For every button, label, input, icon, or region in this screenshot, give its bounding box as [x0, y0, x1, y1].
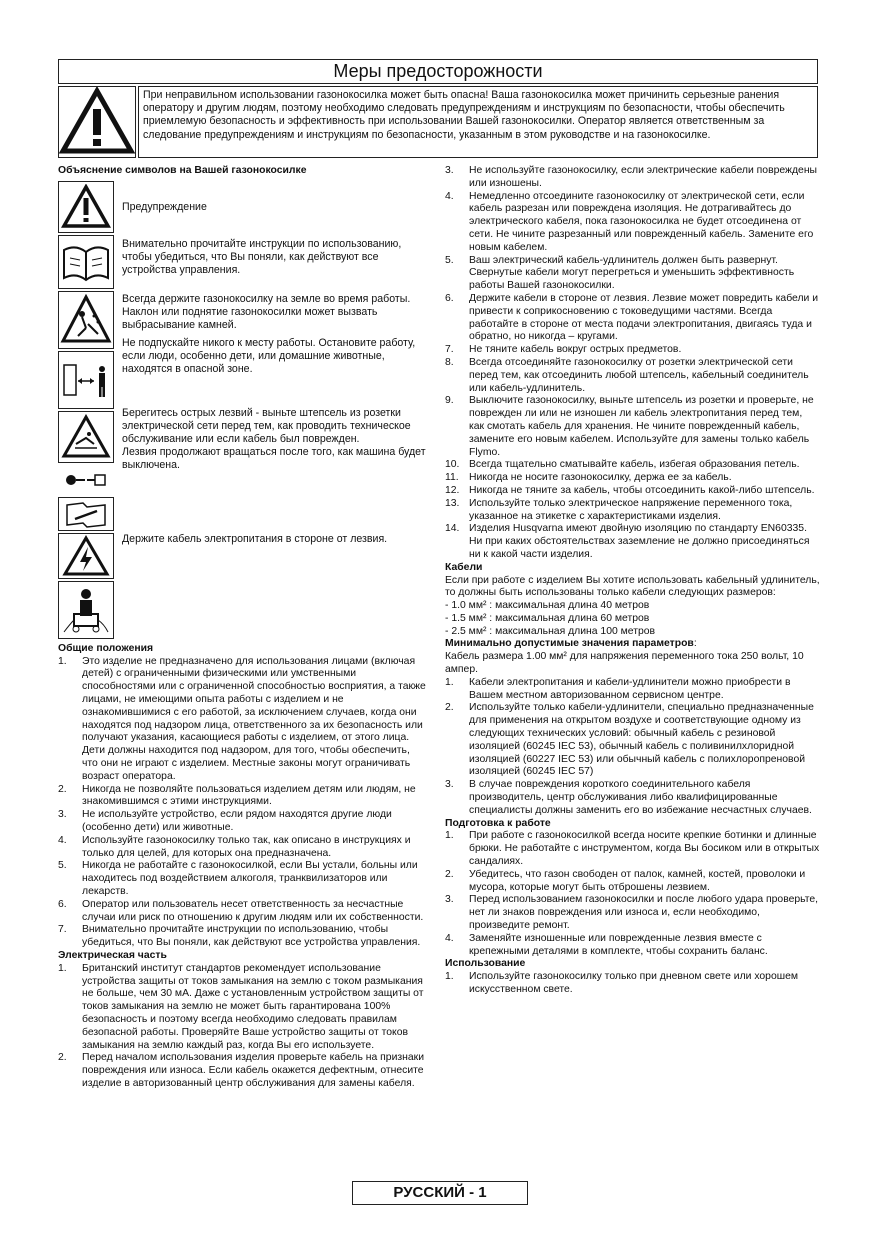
min-params-heading: Минимально допустимые значения параметров [445, 638, 694, 650]
electrical-list-part1 [58, 963, 428, 1091]
book-icon [58, 235, 114, 289]
general-list [58, 656, 428, 950]
list-item: 2. Никогда не позволяйте пользоваться изделием детям или людям, не знакомившимся с этими инструкциями. [58, 783, 416, 808]
blade-hazard-icon [58, 411, 114, 463]
symbol-row-away [58, 336, 428, 411]
symbol-warning-text: Предупреждение [122, 200, 207, 213]
list-item: 8. Всегда отсоединяйте газонокосилку от розетки электрической сети перед тем, как отсоединить любой штепсель, кабельный соединитель или кабель-удлинитель. [445, 356, 809, 394]
right-column: 3. Не используйте газонокосилку, если электрические кабели повреждены или изношены. 4. Немедленно отсоедините газонокосилку от электрической сети, если кабель разрезан или повреждена изоляция. Не дотрагивайтесь до электрического кабеля, пока газонокосилка не будет отсоединена от сети. Не чините разрезанный или поврежденный кабель. Замените его новым кабелем. 5. Ваш электрический кабель-удлинитель должен быть развернут. Свернутые кабели могут перегреться и уменьшить эффективность работы Вашей газонокосилки. 6. Держите кабели в стороне от лезвия. Лезвие может повредить кабели и привести к соприкосновению с токоведущими частями. Всегда работайте в стороне от места подачи электропитания, двигаясь туда и обратно, но никогда – кругами. 7. Не тяните кабель вокруг острых предметов. 8. Всегда отсоединяйте газонокосилку от розетки электрической сети перед тем, как отсоединить любой штепсель, кабельный соединитель или кабель-удлинитель. 9. Выключите газонокосилку, выньте штепсель из розетки и проверьте, не поврежден ли или не изношен ли кабель электропитания перед тем, как смотать кабель для хранения. Не чините поврежденный кабель, замените его новым кабелем. Используйте для замены только кабель Flymo. 10. Всегда тщательно сматывайте кабель, избегая образования петель. 11. Никогда не носите газонокосилку, держа ее за кабель. 12. Никогда не тяните за кабель, чтобы отсоединить какой-либо штепсель. 13. Используйте только электрическое напряжение переменного тока, указанное на этикетке с характеристиками изделия. 14. Изделия Husqvarna имеют двойную изоляцию по стандарту EN60335. Ни при каких обстоятельствах заземление не должно присоединяться ни к какой части изделия. Кабели Если при работе с изделием Вы хотите использовать кабельный удлинитель, то должны быть использованы только кабели следующих размеров: - 1.0 мм² : максимальная длина 40 метров - 1.5 мм² : максимальная длина 60 метров - 2.5 мм² : максимальная длина 100 метров Минимально допустимые значения параметров: Кабель размера 1.00 мм² для напряжения переменного тока 250 вольт, 10 ампер. 1. Кабели электропитания и кабели-удлинители можно приобрести в Вашем местном авторизованном сервисном центре. 2. Используйте только кабели-удлинители, специально предназначенные для применения на открытом воздухе и соответствующие одному из следующих технических условий: обычный кабель с резиновой изоляцией (60245 IEC 53), обычный кабель с поливинилхлоридной изоляцией (60227 IEC 53) или обычный кабель с полихлоропреновой изоляцией (60245 IEC 57) 3. В случае повреждения короткого соединительного кабеля производитель, центр обслуживания либо квалифицированные специалисты должны заменить его во избежание несчастных случаев. Подготовка к работе 1. При работе с газонокосилкой всегда носите крепкие ботинки и длинные брюки. Не работайте с инструментом, когда Вы босиком или в открытых сандалиях. 2. Убедитесь, что газон свободен от палок, камней, костей, проволоки и мусора, которые могут быть отброшены лезвием. 3. Перед использованием газонокосилки и после любого удара проверьте, нет ли знаков повреждения или износа и, если необходимо, произведите ремонт. 4. Заменяйте изношенные или поврежденные лезвия вместе с крепежными деталями в комплекте, чтобы сохранить баланс. Использование 1. Используйте газонокосилку только при дневном свете или хорошем искусственном свете. [445, 165, 820, 995]
list-item: 1. Используйте газонокосилку только при дневном свете или хорошем искусственном свете. [445, 971, 798, 995]
list-item: 4. Немедленно отсоедините газонокосилку от электрической сети, если кабель разрезан или повреждена изоляция. Не дотрагивайтесь до электрического кабеля, пока газонокосилка не будет отсоединена от сети. Не чините разрезанный или поврежденный кабель. Замените его новым кабелем. [445, 190, 814, 253]
list-item: 10. Всегда тщательно сматывайте кабель, избегая образования петель. [445, 459, 800, 471]
list-item: 5. Никогда не работайте с газонокосилкой, если Вы устали, больны или находитесь под воздействием алкоголя, транквилизаторов или лекарств. [58, 860, 418, 897]
list-item: 12. Никогда не тяните за кабель, чтобы отсоединить какой-либо штепсель. [445, 484, 815, 496]
cable-size-1: - 1.0 мм² : максимальная длина 40 метров [445, 600, 650, 612]
symbol-manual-text: Внимательно прочитайте инструкции по использованию, чтобы убедиться, что Вы поняли, как действуют все устройства управления. [122, 237, 402, 276]
min-params-text: Кабель размера 1.00 мм² для напряжения переменного тока 250 вольт, 10 ампер. [445, 651, 804, 676]
symbol-away-text: Не подпускайте никого к месту работы. Остановите работу, если люди, особенно дети, или домашние животные, находятся в опасной зоне. [122, 336, 416, 375]
warning-triangle-icon [58, 86, 136, 158]
symbol-cable-text: Держите кабель электропитания в стороне от лезвия. [122, 532, 388, 545]
symbol-row-manual [58, 235, 428, 291]
cables-list [445, 677, 820, 818]
list-item: 1. Это изделие не предназначено для использования лицами (включая детей) с ограниченными физическими или умственными способностями или с ограниченной способностью восприятия, а также лицами, не имеющими опыта работы с изделием и не ознакомившимися с его работой, за исключением случаев, когда они находятся под надзором лица, ответственного за их безопасность или получают указания, касающиеся работы с изделием, от этого лица. Дети должны находится под надзором, для того, чтобы обеспечить, что они не играют с изделием. Местные законы могут ограничивать возраст оператора. [58, 655, 426, 782]
list-item: 4. Используйте газонокосилку только так, как описано в инструкциях и только для целей, для которых она предназначена. [58, 834, 411, 859]
intro-warning-text: При неправильном использовании газонокосилка может быть опасна! Ваша газонокосилка может причинить серьезные ранения оператору и другим людям, поэтому необходимо следовать предупреждениям и инструкциям по безопасности, чтобы обеспечить приемлемую безопасность и эффективность при использовании Вашей газонокосилки. Оператор является ответственным за следование предупреждениям и инструкциям по безопасности, указанным в этом руководстве и на газонокосилке. [138, 86, 818, 158]
symbol-row-blades [58, 406, 428, 533]
list-item: 3. Не используйте устройство, если рядом находятся другие люди (особенно дети) или животные. [58, 809, 392, 833]
list-item: 9. Выключите газонокосилку, выньте штепсель из розетки и проверьте, не поврежден ли или не изношен ли кабель электропитания перед тем, как смотать кабель для хранения. Не чините поврежденный кабель, замените его новым кабелем. Используйте для замены только кабель Flymo. [445, 395, 814, 458]
list-item: 13. Используйте только электрическое напряжение переменного тока, указанное на этикетке с характеристиками изделия. [445, 497, 793, 522]
symbol-rotate-text: Лезвия продолжают вращаться после того, как машина будет выключена. [122, 445, 426, 471]
list-item: 11. Никогда не носите газонокосилку, держа ее за кабель. [445, 472, 732, 484]
list-item: 6. Оператор или пользователь несет ответственность за несчастные случаи или риск по отношению к другим людям или их собственности. [58, 898, 424, 923]
electrical-list-part2 [445, 165, 820, 562]
list-item: 2. Используйте только кабели-удлинители, специально предназначенные для применения на открытом воздухе и соответствующие одному из следующих технических условий: обычный кабель с резиновой изоляцией (60245 IEC 53), обычный кабель с поливинилхлоридной изоляцией (60227 IEC 53) или обычный кабель с полихлоропреновой изоляцией (60245 IEC 57) [445, 702, 814, 778]
usage-heading: Использование [445, 958, 526, 970]
list-item: 3. В случае повреждения короткого соединительного кабеля производитель, центр обслуживания либо квалифицированные специалисты должны заменить его во избежание несчастных случаев. [445, 779, 812, 816]
list-item: 3. Перед использованием газонокосилки и после любого удара проверьте, нет ли знаков повреждения или износа и, если необходимо, произведите ремонт. [445, 894, 819, 932]
cable-size-2: - 1.5 мм² : максимальная длина 60 метров [445, 612, 650, 624]
list-item: 3. Не используйте газонокосилку, если электрические кабели повреждены или изношены. [445, 165, 818, 189]
warning-icon [58, 181, 114, 233]
list-item: 1. Кабели электропитания и кабели-удлинители можно приобрести в Вашем местном авторизованном сервисном центре. [445, 676, 791, 701]
list-item: 6. Держите кабели в стороне от лезвия. Лезвие может повредить кабели и привести к соприкосновению с токоведущими частями. Всегда работайте в стороне от места подачи электропитания, двигаясь туда и обратно, но никогда – кругами. [445, 292, 819, 343]
cable-size-3: - 2.5 мм² : максимальная длина 100 метров [445, 625, 656, 637]
symbol-row-cable [58, 533, 428, 641]
unplug-icon [58, 465, 114, 495]
symbol-ground-text: Всегда держите газонокосилку на земле во время работы. Наклон или поднятие газонокосилки может вызвать выбрасывание камней. [122, 292, 411, 331]
list-item: 2. Убедитесь, что газон свободен от палок, камней, костей, проволоки и мусора, которые могут быть отброшены лезвием. [445, 868, 806, 893]
electrical-heading: Электрическая часть [58, 949, 167, 961]
thrown-objects-icon [58, 291, 114, 349]
preparation-heading: Подготовка к работе [445, 817, 551, 829]
page-title: Меры предосторожности [58, 59, 818, 84]
maintenance-manual-icon [58, 497, 114, 531]
list-item: 14. Изделия Husqvarna имеют двойную изоляцию по стандарту EN60335. Ни при каких обстоятельствах заземление не должно присоединяться ни к какой части изделия. [445, 523, 810, 560]
cables-heading: Кабели [445, 561, 483, 573]
preparation-list [445, 830, 820, 958]
electric-shock-icon [58, 533, 114, 579]
keep-distance-icon [58, 351, 114, 409]
general-heading: Общие положения [58, 642, 154, 654]
symbols-heading: Объяснение символов на Вашей газонокосилке [58, 165, 307, 176]
left-column [58, 165, 428, 1091]
cables-intro: Если при работе с изделием Вы хотите использовать кабельный удлинитель, то должны быть использованы только кабели следующих размеров: [445, 574, 820, 599]
list-item: 1. Британский институт стандартов рекомендует использование устройства защиты от токов замыкания на землю с током размыкания не больше, чем 30 мА. Даже с установленным устройством защиты от токов замыкания на землю не может быть гарантирована 100% безопасность и поэтому всегда необходимо следовать правилам безопасной работы. Проверяйте Ваше устройство защиты от токов замыкания на землю каждый раз, когда Вы его используете. [58, 962, 424, 1051]
list-item: 7. Не тяните кабель вокруг острых предметов. [445, 344, 682, 356]
symbol-blades-text: Берегитесь острых лезвий - выньте штепсель из розетки электрической сети перед тем, как проводить техническое обслуживание или если кабель был поврежден. [122, 406, 411, 445]
usage-list [445, 971, 820, 997]
list-item: 5. Ваш электрический кабель-удлинитель должен быть развернут. Свернутые кабели могут перегреться и уменьшить эффективность работы Вашей газонокосилки. [445, 254, 795, 292]
symbol-row-warning [58, 181, 428, 235]
list-item: 2. Перед началом использования изделия проверьте кабель на признаки повреждения или износа. Если кабель окажется дефектным, отнесите изделие в авторизованный центр обслуживания для замены кабеля. [58, 1052, 425, 1089]
list-item: 4. Заменяйте изношенные или поврежденные лезвия вместе с крепежными деталями в комплекте, чтобы сохранить баланс. [445, 932, 768, 957]
page-footer: РУССКИЙ - 1 [352, 1181, 528, 1205]
operator-cable-icon [58, 581, 114, 639]
list-item: 1. При работе с газонокосилкой всегда носите крепкие ботинки и длинные брюки. Не работайте с инструментом, когда Вы босиком или в открытых сандалиях. [445, 830, 820, 868]
list-item: 7. Внимательно прочитайте инструкции по использованию, чтобы убедиться, что Вы поняли, как действуют все устройства управления. [58, 924, 421, 949]
